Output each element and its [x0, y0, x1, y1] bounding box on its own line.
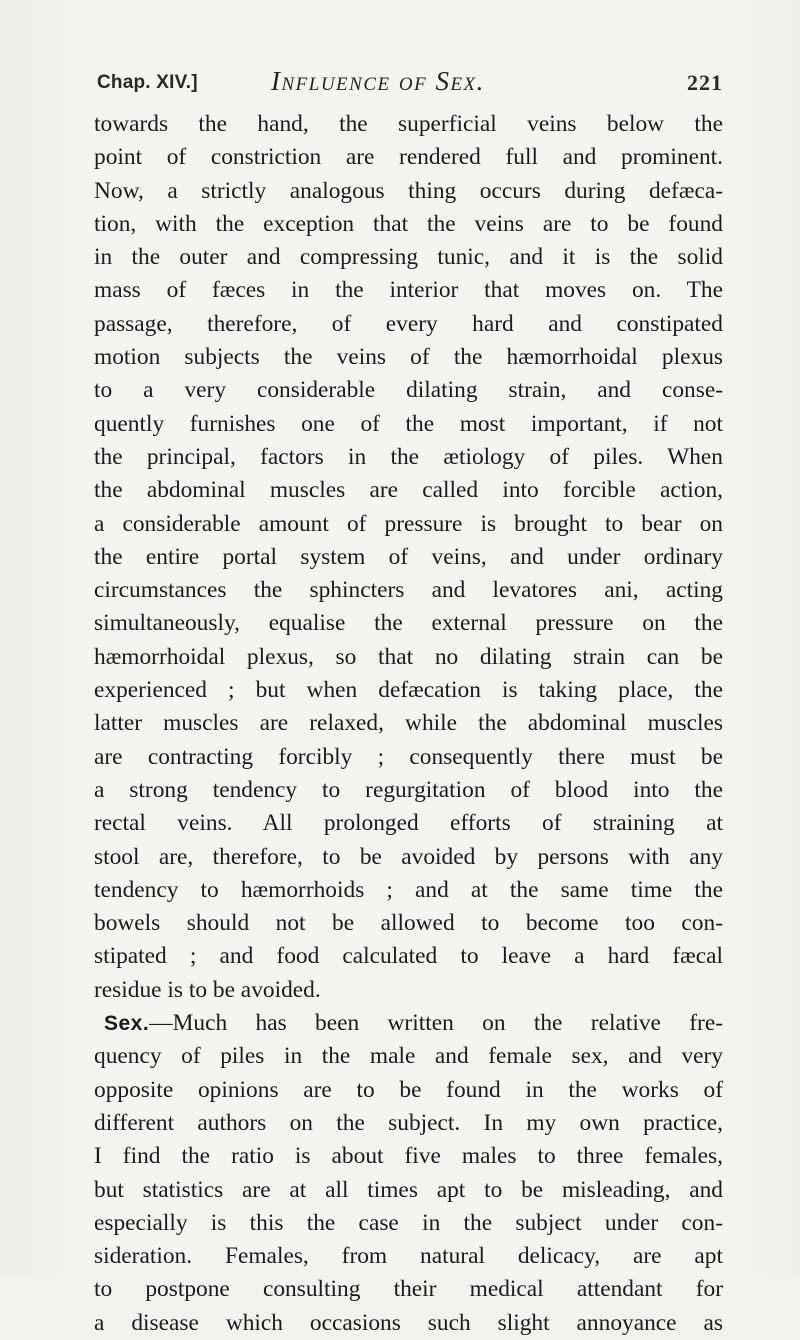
body-text: [94, 108, 723, 1340]
chapter-label: Chap. XIV.]: [97, 72, 198, 93]
text-line: mass of fæces in the interior that moves on. The: [94, 277, 723, 304]
text-line: residue is to be avoided.: [94, 976, 321, 1003]
text-line: the abdominal muscles are called into forcible action,: [94, 477, 723, 504]
text-line: to postpone consulting their medical attendant for: [94, 1276, 723, 1303]
running-head: [97, 64, 723, 98]
text-line: the principal, factors in the ætiology of piles. When: [94, 443, 723, 470]
text-line: hæmorrhoidal plexus, so that no dilating strain can be: [94, 643, 723, 670]
section-first-line: —Much has been written on the relative fre-: [149, 1010, 723, 1037]
text-line: sideration. Females, from natural delicacy, are apt: [94, 1243, 723, 1270]
text-line: different authors on the subject. In my own practice,: [94, 1109, 723, 1136]
text-line: the entire portal system of veins, and under ordinary: [94, 543, 723, 570]
text-line: stipated ; and food calculated to leave a hard fæcal: [94, 943, 723, 970]
text-line: motion subjects the veins of the hæmorrhoidal plexus: [94, 344, 723, 371]
text-line: but statistics are at all times apt to be misleading, and: [94, 1176, 723, 1203]
text-line: a disease which occasions such slight annoyance as: [94, 1309, 723, 1336]
text-line: a strong tendency to regurgitation of blood into the: [94, 776, 723, 803]
text-line: simultaneously, equalise the external pressure on the: [94, 610, 723, 637]
text-line: tendency to hæmorrhoids ; and at the same time the: [94, 876, 723, 903]
text-line: I find the ratio is about five males to three females,: [94, 1143, 723, 1170]
text-line: bowels should not be allowed to become too con-: [94, 910, 723, 937]
text-line: point of constriction are rendered full and prominent.: [94, 144, 723, 171]
text-line: a considerable amount of pressure is brought to bear on: [94, 510, 723, 537]
text-line: passage, therefore, of every hard and constipated: [94, 310, 723, 337]
text-line: tion, with the exception that the veins are to be found: [94, 210, 723, 237]
page-number: 221: [687, 70, 723, 95]
text-line: [94, 1007, 723, 1040]
text-line: to a very considerable dilating strain, and conse-: [94, 377, 723, 404]
text-line: rectal veins. All prolonged efforts of straining at: [94, 810, 723, 837]
text-line: latter muscles are relaxed, while the abdominal muscles: [94, 710, 723, 737]
section-sex: [94, 1007, 723, 1340]
paragraph-1: [94, 108, 723, 1007]
text-line: stool are, therefore, to be avoided by persons with any: [94, 843, 723, 870]
text-line: experienced ; but when defæcation is taking place, the: [94, 677, 723, 704]
text-line: especially is this the case in the subject under con-: [94, 1209, 723, 1236]
text-line: quently furnishes one of the most important, if not: [94, 410, 723, 437]
text-line: opposite opinions are to be found in the works of: [94, 1076, 723, 1103]
running-title: Influence of Sex.: [271, 66, 485, 96]
text-line: towards the hand, the superficial veins below the: [94, 111, 723, 137]
text-line: in the outer and compressing tunic, and it is the solid: [94, 244, 723, 271]
text-line: Now, a strictly analogous thing occurs during defæca-: [94, 177, 723, 204]
text-line: circumstances the sphincters and levatores ani, acting: [94, 577, 723, 604]
text-line: are contracting forcibly ; consequently there must be: [94, 743, 723, 770]
section-heading: Sex.: [104, 1012, 150, 1036]
text-line: quency of piles in the male and female sex, and very: [94, 1043, 723, 1070]
